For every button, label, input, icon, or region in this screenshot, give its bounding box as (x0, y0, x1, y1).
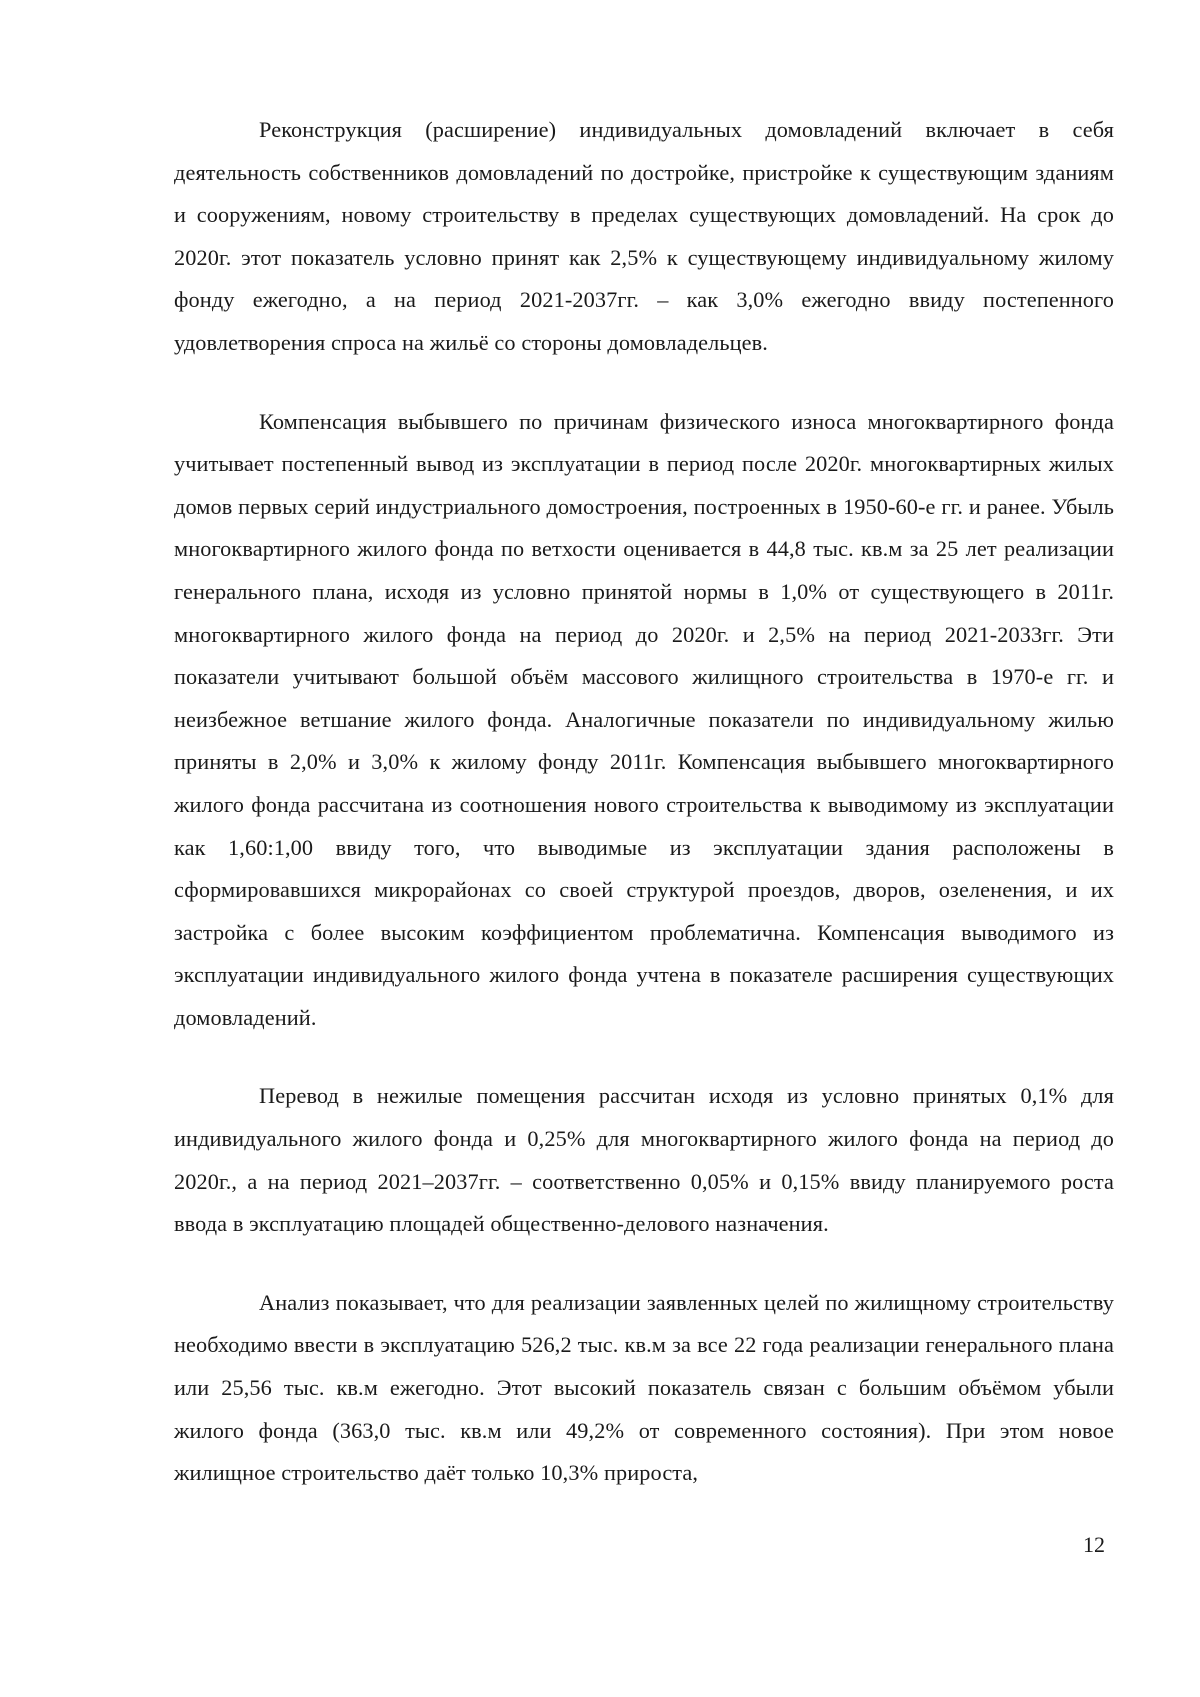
paragraph-reconstruction: Реконструкция (расширение) индивидуальных домовладений включает в себя деятельность собственников домовладений по достройке, пристройке к существующим зданиям и сооружениям, новому строительству в пределах существующих домовладений. На срок до 2020г. этот показатель условно принят как 2,5% к существующему индивидуальному жилому фонду ежегодно, а на период 2021-2037гг. – как 3,0% ежегодно ввиду постепенного удовлетворения спроса на жильё со стороны домовладельцев. (174, 117, 1114, 355)
paragraph-analysis: Анализ показывает, что для реализации заявленных целей по жилищному строительству необходимо ввести в эксплуатацию 526,2 тыс. кв.м за все 22 года реализации генерального плана или 25,56 тыс. кв.м ежегодно. Этот высокий показатель связан с большим объёмом убыли жилого фонда (363,0 тыс. кв.м или 49,2% от современного состояния). При этом новое жилищное строительство даёт только 10,3% прироста, (174, 1289, 1114, 1486)
paragraph-nonresidential-transfer: Перевод в нежилые помещения рассчитан исходя из условно принятых 0,1% для индивидуального жилого фонда и 0,25% для многоквартирного жилого фонда на период до 2020г., а на период 2021–2037гг. – соответственно 0,05% и 0,15% ввиду планируемого роста ввода в эксплуатацию площадей общественно-делового назначения. (174, 1083, 1114, 1237)
document-body (174, 109, 1114, 1495)
paragraph-compensation: Компенсация выбывшего по причинам физического износа многоквартирного фонда учитывает постепенный вывод из эксплуатации в период после 2020г. многоквартирных жилых домов первых серий индустриального домостроения, построенных в 1950-60-е гг. и ранее. Убыль многоквартирного жилого фонда по ветхости оценивается в 44,8 тыс. кв.м за 25 лет реализации генерального плана, исходя из условно принятой нормы в 1,0% от существующего в 2011г. многоквартирного жилого фонда на период до 2020г. и 2,5% на период 2021-2033гг. Эти показатели учитывают большой объём массового жилищного строительства в 1970-е гг. и неизбежное ветшание жилого фонда. Аналогичные показатели по индивидуальному жилью приняты в 2,0% и 3,0% к жилому фонду 2011г. Компенсация выбывшего многоквартирного жилого фонда рассчитана из соотношения нового строительства к выводимому из эксплуатации как 1,60:1,00 ввиду того, что выводимые из эксплуатации здания расположены в сформировавшихся микрорайонах со своей структурой проездов, дворов, озеленения, и их застройка с более высоким коэффициентом проблематична. Компенсация выводимого из эксплуатации индивидуального жилого фонда учтена в показателе расширения существующих домовладений. (174, 408, 1114, 1030)
page-number: 12 (1083, 1532, 1105, 1557)
